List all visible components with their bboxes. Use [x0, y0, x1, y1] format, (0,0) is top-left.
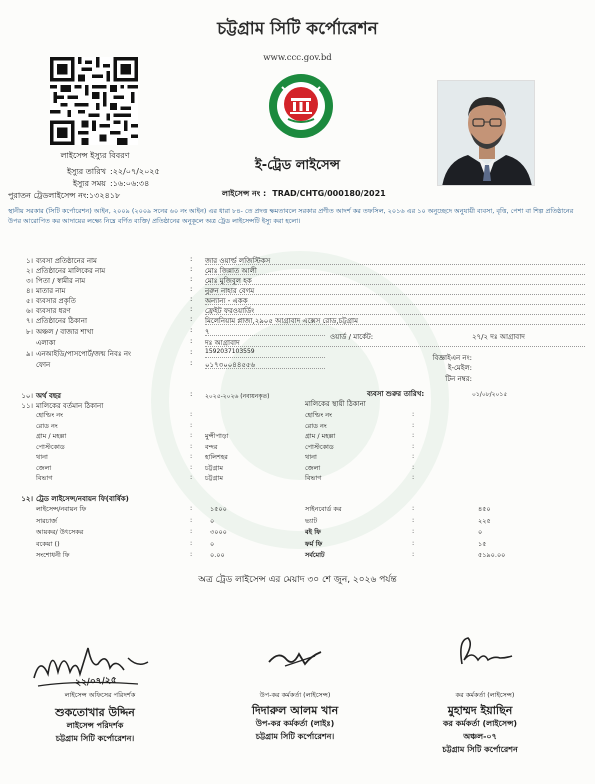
tax-officer-zone: অঞ্চল-০৭	[463, 732, 497, 741]
fee-label: সারচার্জ	[36, 516, 57, 525]
colon: :	[190, 348, 193, 356]
inspector-role: লাইসেন্স পরিদর্শক	[66, 721, 124, 730]
permanent-address-label: গ্রাম / মহল্লা	[305, 432, 336, 440]
deputy-org: চট্টগ্রাম সিটি কর্পোরেশন।	[255, 732, 335, 741]
field-value: নুরুন নাহার বেগম	[205, 287, 255, 295]
present-address-value: হালিশহর	[205, 453, 228, 461]
fee-right-value: ৫১৯০.০০	[478, 551, 506, 559]
old-license-number: পুরাতন ট্রেডলাইসেন্স নং:১৩২৪১৮	[8, 191, 121, 200]
fees-number: ১২।	[21, 495, 33, 503]
watermark-logo-icon	[150, 250, 450, 550]
permanent-address-heading: মালিকের স্থায়ী ঠিকানা	[305, 400, 366, 408]
colon: :	[190, 326, 193, 334]
colon: :	[412, 462, 415, 471]
deputy-role: উপ-কর কর্মকর্তা (লাইঃ)	[255, 719, 335, 728]
field-underline	[205, 284, 585, 285]
colon: :	[190, 420, 193, 429]
business-start-label: ব্যবসা শুরুর তারিখ:	[367, 390, 425, 398]
field-label: এনআইডি/পাসপোর্ট/জন্ম নিবঃ নং	[36, 350, 132, 358]
fee-value: ১৫০০	[210, 505, 227, 513]
deputy-signature-icon	[265, 642, 325, 672]
field-label: পিতা / স্বামীর নাম	[36, 277, 86, 285]
field-value: ফ্রেইট ফরওয়ার্ডিং	[205, 307, 255, 315]
field-label: ব্যবসা প্রতিষ্ঠানের নাম	[36, 257, 97, 265]
permanent-address-label: হোল্ডিং নং	[305, 411, 332, 419]
field-label: ব্যবসার প্রকৃতি	[36, 297, 76, 305]
inspector-title: লাইসেন্স অফিসের পরিদর্শক	[64, 691, 136, 699]
field-label: ফোন	[36, 361, 51, 369]
owner-photo	[437, 80, 535, 186]
colon: :	[190, 441, 193, 450]
fees-title: ট্রেড লাইসেন্স/নবায়ন ফি(বার্ষিক)	[36, 495, 129, 503]
tax-officer-name: মুহাম্মদ ইয়াছিন	[447, 704, 513, 717]
field-underline	[205, 368, 325, 369]
colon: :	[412, 550, 415, 558]
fiscal-label: অর্থ বছর	[36, 392, 62, 400]
fee-value: ৩০০০	[210, 528, 227, 536]
field-number: ৪।	[25, 287, 33, 295]
field-number: ২।	[25, 267, 33, 275]
field-underline	[205, 264, 585, 265]
tax-officer-seal	[400, 704, 560, 756]
issue-time-value: :১৬:০৬:৩৪	[110, 179, 150, 188]
field-label: ব্যবসার ধরণ	[36, 307, 71, 315]
field-value: অন্যান্য - একক	[205, 297, 248, 305]
license-number-label: লাইসেন্স নং :	[222, 189, 267, 198]
fee-label: লাইসেন্স/নবায়ন ফি	[36, 505, 87, 513]
present-address-label: হোল্ডিং নং	[36, 411, 63, 419]
colon: :	[412, 431, 415, 439]
fee-right-value: ১৫	[478, 539, 487, 548]
colon: :	[190, 315, 193, 323]
colon: :	[412, 420, 415, 429]
validity-statement: অত্র ট্রেড লাইসেন্স এর মেয়াদ ৩০ শে জুন, ২০২৬ পর্যন্ত	[198, 575, 397, 585]
field-number: ৩।	[25, 277, 33, 285]
fee-right-value: ৪৫০	[478, 505, 491, 513]
present-address-title: মালিকের বর্তমান ঠিকানা	[36, 402, 104, 410]
colon: :	[412, 527, 415, 535]
colon: :	[412, 473, 415, 481]
colon: :	[412, 410, 415, 418]
fee-right-label: ফর্ম ফি	[305, 539, 323, 548]
field-label: প্রতিষ্ঠানের মালিকের নাম	[36, 267, 106, 275]
field-underline	[205, 304, 585, 305]
present-address-label: পোস্টকোড	[36, 442, 65, 451]
permanent-address-label: জেলা	[305, 463, 321, 472]
fee-value: ০.০০	[210, 551, 225, 559]
issue-date-value: :২২/০৭/২০২৫	[110, 167, 160, 176]
ward-value: ২৭/২ দঃ আগ্রাবাদ	[472, 333, 525, 341]
field-value: মিলেনিয়াম প্লাজা,২৯০৫ আগ্রাবাদ এক্সেস রোড,চট্টগ্রাম	[205, 317, 358, 325]
field-value: দঃ আগ্রাবাদ	[205, 339, 240, 347]
present-address-label: রোড নং	[36, 421, 58, 430]
inspector-seal	[20, 706, 170, 745]
field-underline	[205, 346, 585, 347]
bin-label: বিজ্ঞাইএন নং:	[432, 354, 472, 362]
present-address-label: জেলা	[36, 463, 52, 472]
colon: :	[190, 462, 193, 471]
present-address-value: বন্দর	[205, 442, 218, 451]
colon: :	[190, 390, 193, 398]
field-value: ৭	[205, 328, 210, 336]
inspector-signature-date: ২২/০৭/২৫	[74, 675, 118, 689]
colon: :	[190, 305, 193, 313]
field-number: ৯।	[25, 350, 33, 358]
website-link[interactable]: www.ccc.gov.bd	[263, 53, 332, 63]
colon: :	[190, 550, 193, 558]
field-number: ১।	[25, 257, 33, 265]
colon: :	[190, 538, 193, 547]
colon: :	[412, 538, 415, 547]
field-underline	[205, 335, 325, 336]
field-underline	[205, 357, 325, 358]
present-address-label: থানা	[36, 453, 48, 461]
colon: :	[412, 441, 415, 450]
field-value: ০১৭৩০০৪৪৫৫৬	[205, 361, 256, 369]
business-start-value: ০১/০৮/২০১৫	[472, 391, 508, 398]
field-number: ৫।	[25, 297, 33, 305]
present-address-label: বিভাগ	[36, 474, 53, 482]
inspector-name: শুকতোখার উদ্দিন	[55, 706, 135, 719]
present-address-value: চট্টগ্রাম	[205, 463, 223, 472]
field-number: ৬।	[25, 307, 33, 315]
fee-right-value: ০	[478, 528, 483, 536]
fee-right-label: সাইনবোর্ড কর	[305, 505, 342, 513]
fee-label: আয়কর/ উৎসেকর	[36, 528, 84, 536]
colon: :	[190, 265, 193, 273]
field-number: ৮।	[25, 328, 33, 336]
colon: :	[190, 504, 193, 512]
field-underline	[205, 324, 585, 325]
colon: :	[190, 473, 193, 481]
colon: :	[190, 515, 193, 524]
license-number	[222, 188, 386, 201]
fiscal-year-value: ২০২৫-২০২৬ (নবায়নকৃত)	[205, 393, 270, 400]
field-underline	[205, 274, 585, 275]
issue-time-label: ইস্যুর সময়	[72, 179, 106, 188]
present-address-value: চট্টগ্রাম	[205, 474, 223, 482]
deputy-seal	[220, 704, 370, 743]
field-value: মোঃ জিন্নাত আলী	[205, 267, 257, 275]
issue-date-label: ইস্যুর তারিখ	[67, 167, 106, 176]
issuer-title: চট্টগ্রাম সিটি কর্পোরেশন	[217, 19, 378, 39]
colon: :	[190, 285, 193, 293]
license-heading: ই-ট্রেড লাইসেন্স	[254, 158, 340, 173]
field-label: প্রতিষ্ঠানের ঠিকানা	[36, 317, 88, 325]
fee-right-value: ২২৫	[478, 516, 491, 525]
colon: :	[190, 295, 193, 303]
tax-officer-signature-icon	[448, 630, 518, 674]
colon: :	[412, 515, 415, 524]
field-label: এলাকা	[36, 339, 56, 347]
permanent-address-label: পোস্টকোড	[305, 442, 334, 451]
ward-label: ওয়ার্ড / মার্কেট:	[330, 333, 374, 341]
city-corporation-logo-icon	[268, 73, 334, 139]
field-label: অঞ্চল / বাজার শাখা	[36, 328, 94, 336]
fee-label: সংশোধনী ফি	[36, 551, 70, 559]
field-label-row	[8, 359, 50, 371]
fee-value: ০	[210, 539, 215, 548]
present-address-label: গ্রাম / মহল্লা	[36, 432, 67, 440]
license-number-value: TRAD/CHTG/000180/2021	[272, 189, 386, 198]
field-number: ৭।	[25, 317, 33, 325]
present-address-value: মুন্সীপাড়া	[205, 432, 229, 440]
fee-right-label: ভ্যাট	[305, 516, 318, 525]
permanent-address-label: রোড নং	[305, 421, 327, 430]
fee-right-label: সর্বমোট	[305, 551, 325, 559]
legal-statement: স্থানীয় সরকার (সিটি কর্পোরেশন) আইন, ২০০৯ (২০০৯ সনের ৬০ নং আইন) এর ধারা ৮৪- তে প্রদত্ত ক্ষমতাবলে সরকার প্রণীত আদর্শ কর তফসিল, ২০১৬ এর ১০ অনুচ্ছেদে অনুযায়ী ব্যবসা, বৃত্তি, পেশা বা শিল্প প্রতিষ্ঠানের উপর আরোপিত কর আদায়ের লক্ষ্যে নিম্নে বর্ণিত ব্যক্তি/ প্রতিষ্ঠানের অনুকূলে অত্র ট্রেড লাইসেন্সটি ইস্যু করা হলো।	[8, 207, 574, 225]
tax-officer-title: কর কর্মকর্তা (লাইসেন্স)	[455, 691, 515, 699]
colon: :	[190, 275, 193, 283]
colon: :	[190, 410, 193, 418]
inspector-org: চট্টগ্রাম সিটি কর্পোরেশন।	[55, 734, 135, 743]
person-portrait-icon	[438, 81, 535, 186]
colon: :	[190, 527, 193, 535]
permanent-address-label: বিভাগ	[305, 474, 322, 482]
tin-label: টিন নম্বর:	[445, 375, 472, 383]
tax-officer-role: কর কর্মকর্তা (লাইসেন্স)	[442, 719, 518, 728]
colon: :	[190, 431, 193, 439]
deputy-title: উপ-কর কর্মকর্তা (লাইসেন্স)	[259, 691, 331, 699]
field-label: মাতার নাম	[36, 287, 66, 295]
deputy-name: দিদারুল আলম খান	[251, 704, 339, 717]
colon: :	[190, 255, 193, 263]
colon: :	[190, 337, 193, 345]
colon: :	[412, 504, 415, 512]
fee-right-label: বই ফি	[305, 528, 321, 536]
field-value: জার ওয়ার্ল্ড লজিস্টিকস	[205, 257, 271, 265]
colon: :	[190, 359, 193, 367]
field-value: 1592037103559	[205, 348, 255, 355]
fiscal-number: ১০।	[21, 392, 33, 400]
permanent-address-label: থানা	[305, 453, 317, 461]
field-underline	[205, 294, 585, 295]
address-number: ১১।	[21, 402, 33, 410]
tax-officer-org: চট্টগ্রাম সিটি কর্পোরেশন	[442, 745, 518, 754]
colon: :	[412, 452, 415, 460]
field-value: মোঃ মুজিবুল হক	[205, 277, 252, 285]
fee-value: ০	[210, 516, 215, 525]
qr-code-icon	[50, 57, 138, 145]
email-label: ই-মেইল:	[447, 364, 472, 372]
colon: :	[190, 452, 193, 460]
qr-caption: লাইসেন্স ইস্যুর বিবরণ	[60, 151, 130, 160]
fee-label: বকেয়া ()	[36, 539, 60, 548]
